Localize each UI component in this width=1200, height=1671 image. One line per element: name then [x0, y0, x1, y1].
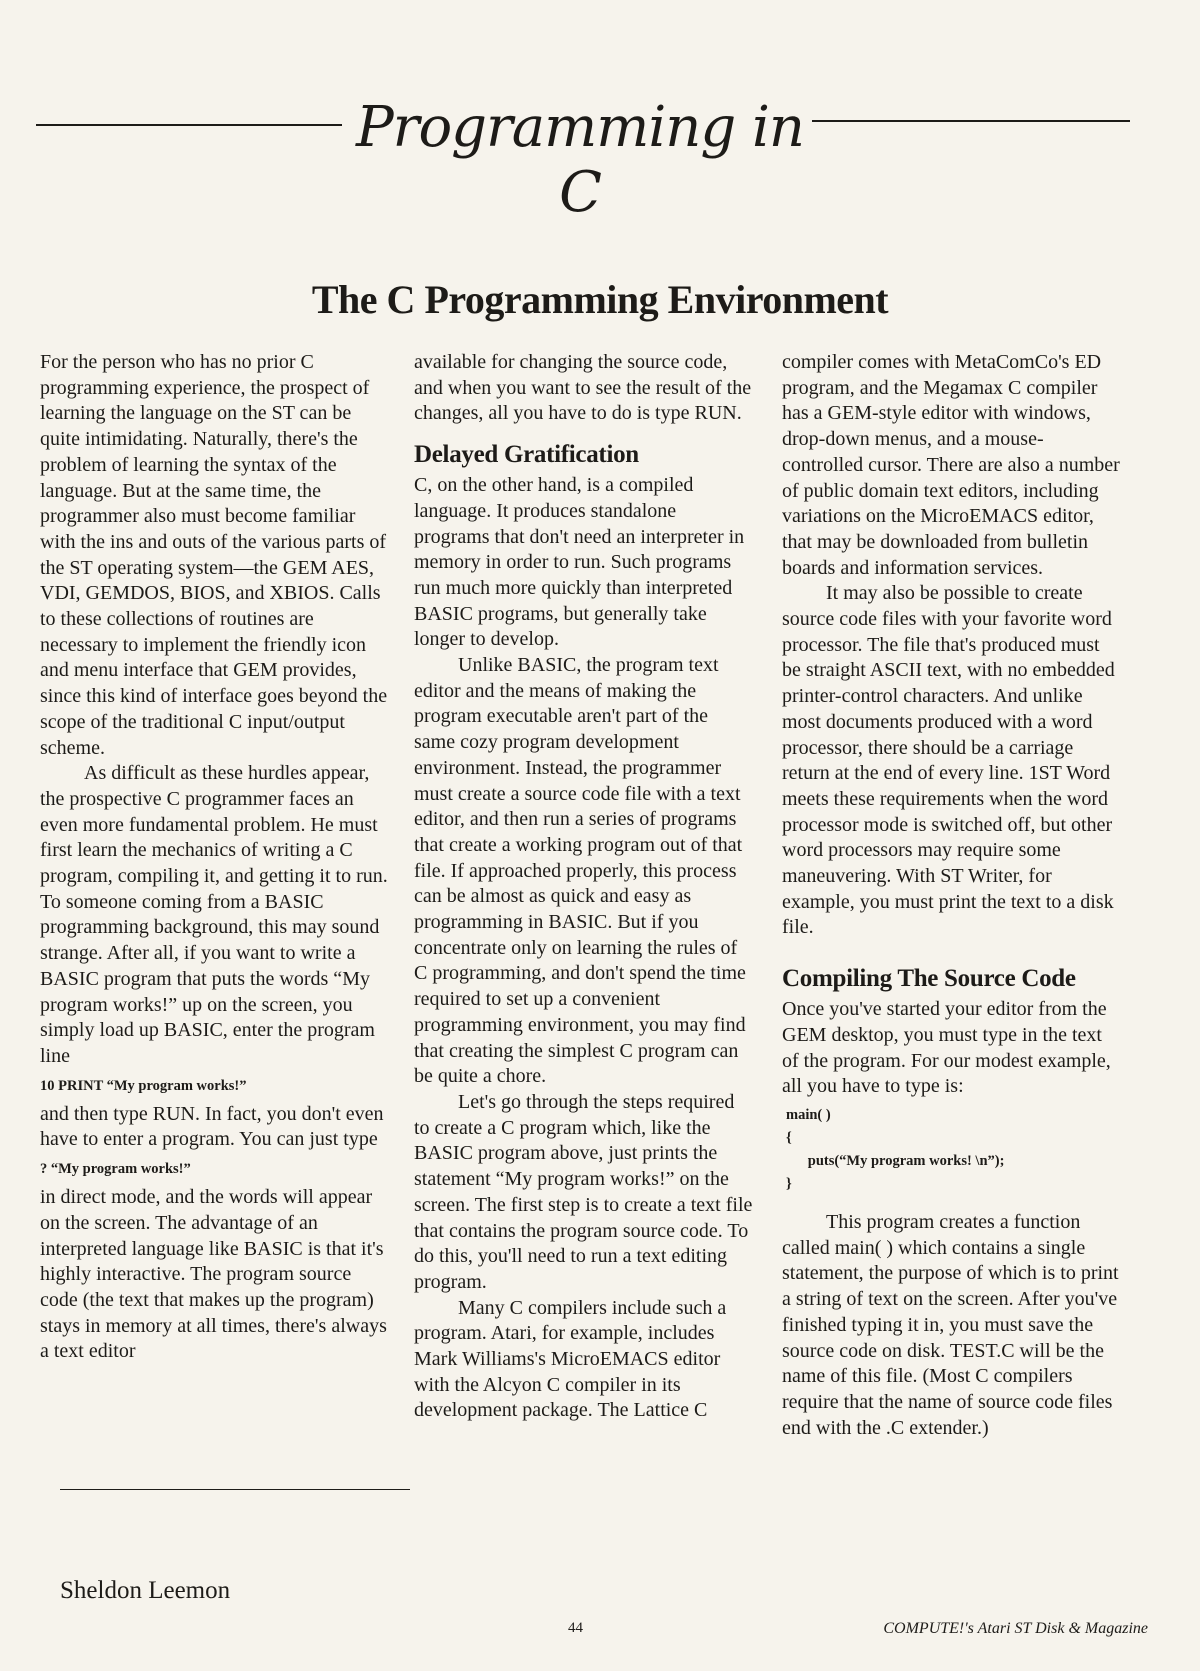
section-banner-text: Programming in C [356, 95, 804, 225]
paragraph: Let's go through the steps required to create a C program which, like the BASIC program above, just prints the statement “My program works!” on the screen. The first step is to create a text file that contains the program source code. To do this, you'll need to run a text editing program. [414, 1090, 753, 1293]
paragraph: It may also be possible to create source code files with your favorite word processor. The file that's produced must be straight ASCII text, with no embedded printer-control characters. And unlike most documents produced with a word processor, there should be a carriage return at the end of every line. 1ST Word meets these requirements when the word processor mode is switched off, but other word processors may require some maneuvering. With ST Writer, for example, you must print the text to a disk file. [782, 582, 1115, 939]
paragraph: compiler comes with MetaComCo's ED program, and the Megamax C compiler has a GEM-style editor with windows, drop-down menus, and a mouse-controlled cursor. There are also a number of public domain text editors, including variations on the MicroEMACS editor, that may be downloaded from bulletin boards and information services. [782, 351, 1120, 579]
column-1 [40, 350, 392, 1365]
code-line: } [786, 1175, 792, 1192]
banner-rule-left [36, 124, 342, 126]
section-banner [340, 60, 820, 225]
paragraph: available for changing the source code, and when you want to see the result of the changes, all you have to do is type RUN. [414, 351, 752, 425]
code-line: ? “My program works!” [40, 1161, 191, 1178]
paragraph: Unlike BASIC, the program text editor and the means of making the program executable aren't part of the same cozy program development environment. Instead, the programmer must create a source code file with a text editor, and then run a series of programs that create a working program out of that file. If approached properly, this process can be almost as quick and easy as programming in BASIC. But if you concentrate only on learning the rules of C programming, and don't spend the time required to set up a convenient programming environment, you may find that creating the simplest C program can be quite a chore. [414, 654, 746, 1088]
section-heading: Delayed Gratification [414, 441, 639, 469]
paragraph: This program creates a function called main( ) which contains a single statement, the purpose of which is to print a string of text on the screen. After you've finished typing it in, you must save the source code on disk. TEST.C will be the name of this file. (Most C compilers require that the name of source code files end with the .C extender.) [782, 1210, 1119, 1439]
article-title: The C Programming Environment [311, 277, 889, 322]
paragraph: As difficult as these hurdles appear, the prospective C programmer faces an even more fundamental problem. He must first learn the mechanics of writing a C program, compiling it, and getting it to run. To someone coming from a BASIC programming background, this may sound strange. After all, if you want to write a BASIC program that puts the words “My program works!” up on the screen, you simply load up BASIC, enter the program line [40, 762, 388, 1067]
banner-rule-right [812, 120, 1130, 122]
code-block [786, 1104, 1122, 1196]
page-number: 44 [568, 1620, 583, 1636]
paragraph: Once you've started your editor from the GEM desktop, you must type in the text of the program. For our modest example, all you have to type is: [782, 998, 1111, 1098]
code-line: 10 PRINT “My program works!” [40, 1077, 247, 1094]
paragraph: Many C compilers include such a program. Atari, for example, includes Mark Williams's MicroEMACS editor with the Alcyon C compiler in its development package. The Lattice C [414, 1296, 727, 1422]
paragraph: For the person who has no prior C programming experience, the prospect of learning the language on the ST can be quite intimidating. Naturally, there's the problem of learning the syntax of the language. But at the same time, the programmer also must become familiar with the ins and outs of the various parts of the ST operating system—the GEM AES, VDI, GEMDOS, BIOS, and XBIOS. Calls to these collections of routines are necessary to implement the friendly icon and menu interface that GEM provides, since this kind of interface goes beyond the scope of the traditional C input/output scheme. [40, 351, 388, 759]
author-byline: Sheldon Leemon [60, 1577, 231, 1604]
paragraph: and then type RUN. In fact, you don't even have to enter a program. You can just type [40, 1102, 384, 1151]
magazine-name: COMPUTE!'s Atari ST Disk & Magazine [883, 1620, 1148, 1637]
section-heading: Compiling The Source Code [782, 965, 1076, 993]
code-line: puts(“My program works! \n”); [786, 1152, 1005, 1169]
paragraph: in direct mode, and the words will appear on the screen. The advantage of an interpreted language like BASIC is that it's highly interactive. The program source code (the text that makes up the program) stays in memory at all times, there's always a text editor [40, 1186, 387, 1363]
paragraph: C, on the other hand, is a compiled language. It produces standalone programs that don't need an interpreter in memory in order to run. Such programs run much more quickly than interpreted BASIC programs, but generally take longer to develop. [414, 474, 745, 651]
column-2 [414, 350, 754, 1424]
code-line: main( ) [786, 1106, 831, 1123]
author-divider [60, 1489, 410, 1490]
column-3 [782, 350, 1122, 1441]
code-line: { [786, 1129, 792, 1146]
